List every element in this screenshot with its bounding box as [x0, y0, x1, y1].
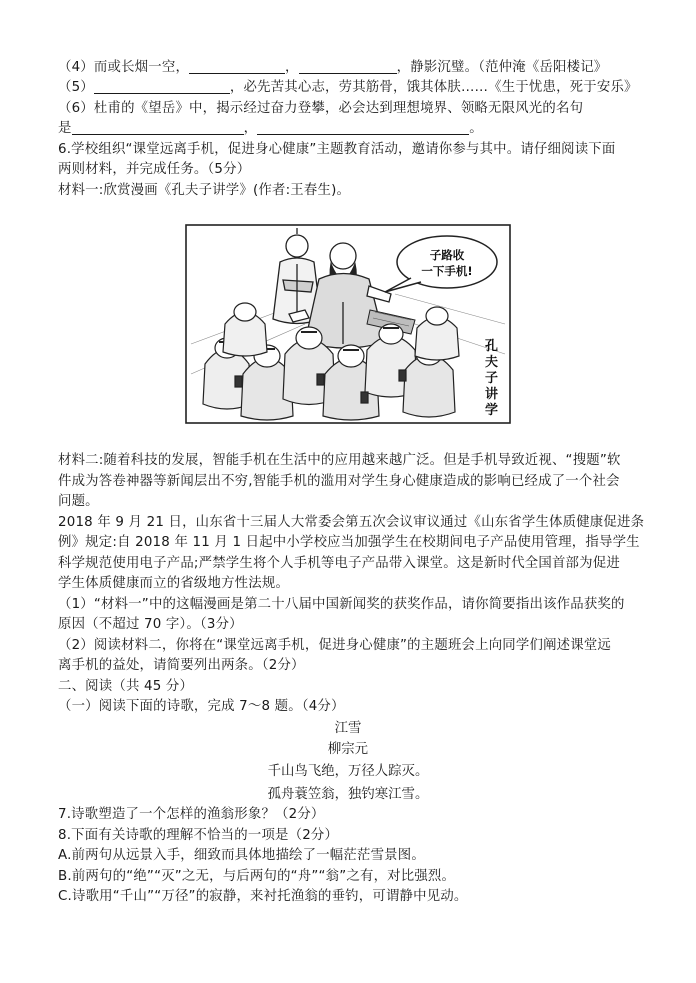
material-2-line-7: 学生体质健康而立的省级地方性法规。 — [58, 576, 290, 591]
question-6-line-1: （6）杜甫的《望岳》中，揭示经过奋力登攀，必会达到理想境界、领略无限风光的名句 — [58, 101, 584, 116]
poem-line-1: 千山鸟飞绝，万径人踪灭。 — [267, 764, 429, 779]
q6-text-c: ， — [243, 121, 258, 136]
q6-blank-2[interactable] — [257, 120, 469, 135]
question-5-line — [58, 78, 638, 98]
q5-text-a: （5） — [58, 80, 94, 95]
cartoon-caption: 孔 夫 子 讲 学 — [485, 339, 499, 418]
q5-blank-1[interactable] — [94, 79, 230, 94]
confucius-lecture-cartoon — [185, 224, 511, 424]
section-2-sub-heading: （一）阅读下面的诗歌，完成 7～8 题。（4分） — [58, 699, 345, 714]
q4-text-a: （4）而或长烟一空， — [58, 60, 190, 75]
q4-blank-1[interactable] — [189, 59, 285, 74]
q6-text-b: 是 — [58, 121, 72, 136]
material-2-line-2: 件成为答卷神器等新闻层出不穷,智能手机的滥用对学生身心健康造成的影响已经成了一个社会 — [58, 474, 620, 489]
question-4-line — [58, 58, 607, 78]
task-1-line-1: （1）“材料一”中的这幅漫画是第二十八届中国新闻奖的获奖作品，请你简要指出该作品获奖的 — [58, 597, 625, 612]
question-6-line-2 — [58, 119, 483, 139]
speech-line-1: 子路收 — [429, 248, 465, 262]
q4-text-b: ， — [285, 60, 299, 75]
question-8: 8.下面有关诗歌的理解不恰当的一项是（2分） — [58, 828, 339, 843]
task-2-line-2: 离手机的益处，请简要列出两条。（2分） — [58, 658, 305, 673]
question-6m-line-2: 两则材料，并完成任务。（5分） — [58, 162, 251, 177]
poem-title: 江雪 — [334, 721, 362, 736]
question-6m-line-1: 6.学校组织“课堂远离手机，促进身心健康”主题教育活动，邀请你参与其中。请仔细阅读下面 — [58, 142, 616, 157]
material-1-intro: 材料一:欣赏漫画《孔夫子讲学》(作者:王春生)。 — [58, 183, 351, 198]
q4-text-c: ，静影沉璧。（范仲淹《岳阳楼记》 — [396, 60, 608, 75]
q4-blank-2[interactable] — [299, 59, 397, 74]
poem-line-2: 孤舟蓑笠翁，独钓寒江雪。 — [267, 787, 429, 802]
section-2-heading: 二、阅读（共 45 分） — [58, 679, 194, 694]
question-8-option-c: C.诗歌用“千山”“万径”的寂静，来衬托渔翁的垂钓，可谓静中见动。 — [58, 889, 468, 904]
q6-text-d: 。 — [469, 121, 483, 136]
task-2-line-1: （2）阅读材料二，你将在“课堂远离手机，促进身心健康”的主题班会上向同学们阐述课堂远 — [58, 638, 612, 653]
material-2-line-6: 科学规范使用电子产品;严禁学生将个人手机等电子产品带入课堂。这是新时代全国首部为促进 — [58, 556, 620, 571]
question-7: 7.诗歌塑造了一个怎样的渔翁形象？（2分） — [58, 807, 325, 822]
question-8-option-b: B.前两句的“绝”“灭”之无，与后两句的“舟”“翁”之有，对比强烈。 — [58, 869, 456, 884]
q6-blank-1[interactable] — [72, 120, 244, 135]
material-2-line-4: 2018 年 9 月 21 日，山东省十三届人大常委会第五次会议审议通过《山东省学生体质健康促进条 — [58, 515, 645, 530]
task-1-line-2: 原因（不超过 70 字）。（3分） — [58, 617, 243, 632]
question-8-option-a: A.前两句从远景入手，细致而具体地描绘了一幅茫茫雪景图。 — [58, 848, 425, 863]
material-2-line-3: 问题。 — [58, 494, 99, 509]
poem-author: 柳宗元 — [327, 742, 369, 757]
q5-text-b: ，必先苦其心志，劳其筋骨，饿其体肤……《生于忧患，死于安乐》 — [229, 80, 638, 95]
material-2-line-5: 例》规定:自 2018 年 11 月 1 日起中小学校应当加强学生在校期间电子产品使用管理，指导学生 — [58, 535, 640, 550]
speech-line-2: 一下手机! — [421, 264, 473, 278]
material-2-line-1: 材料二:随着科技的发展，智能手机在生活中的应用越来越广泛。但是手机导致近视、“搜题”软 — [58, 453, 621, 468]
